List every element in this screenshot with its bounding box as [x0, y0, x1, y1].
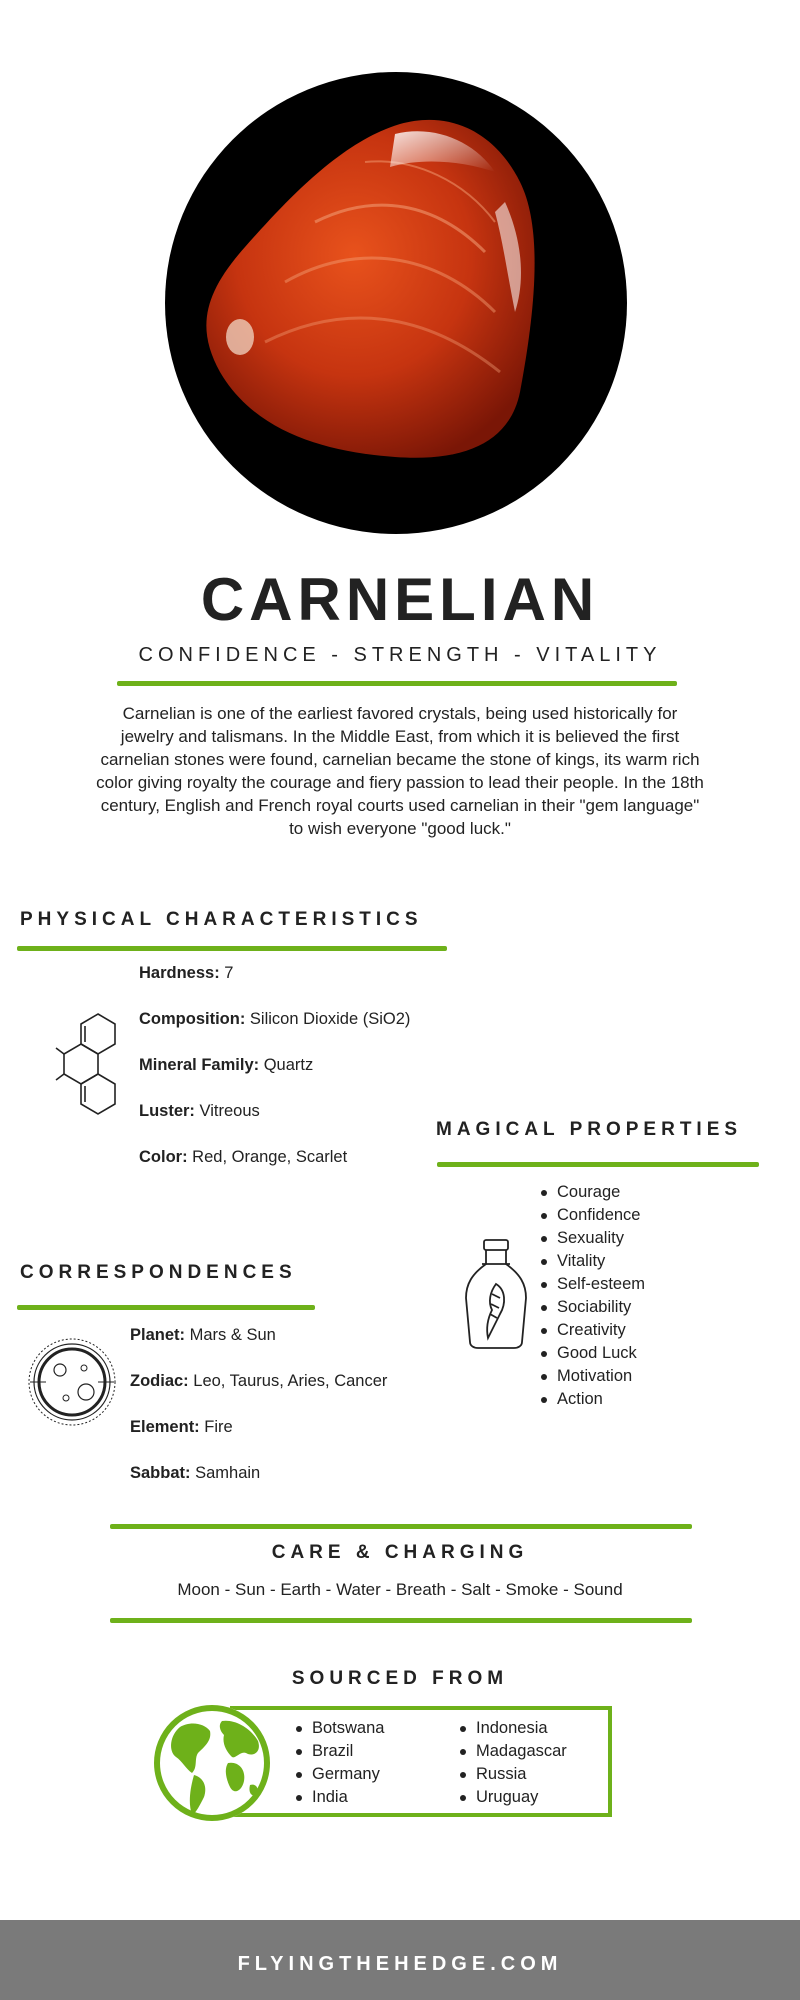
- list-item: Russia: [456, 1763, 567, 1786]
- list-item: Good Luck: [537, 1342, 645, 1365]
- list-item: Madagascar: [456, 1740, 567, 1763]
- care-text: Moon - Sun - Earth - Water - Breath - Salt - Smoke - Sound: [177, 1580, 623, 1599]
- footer-site-link[interactable]: FLYINGTHEHEDGE.COM: [237, 1953, 563, 1975]
- list-item: Sexuality: [537, 1227, 645, 1250]
- tagline: CONFIDENCE - STRENGTH - VITALITY: [138, 644, 662, 666]
- list-item: Action: [537, 1388, 645, 1411]
- physical-item: Hardness: 7: [139, 964, 234, 982]
- hero-stone-image: [165, 72, 627, 534]
- sourced-list-col2: [456, 1717, 567, 1809]
- list-item: Germany: [292, 1763, 384, 1786]
- physical-divider: [17, 946, 447, 951]
- list-item: Botswana: [292, 1717, 384, 1740]
- page-title: CARNELIAN: [200, 566, 600, 633]
- list-item: Courage: [537, 1181, 645, 1204]
- list-item: Indonesia: [456, 1717, 567, 1740]
- magical-list: [537, 1181, 645, 1411]
- care-divider-top: [110, 1524, 692, 1529]
- sourced-list-col1: [292, 1717, 384, 1809]
- magical-divider: [437, 1162, 759, 1167]
- physical-item: Color: Red, Orange, Scarlet: [139, 1148, 348, 1166]
- list-item: India: [292, 1786, 384, 1809]
- list-item: Vitality: [537, 1250, 645, 1273]
- correspondence-item: Zodiac: Leo, Taurus, Aries, Cancer: [130, 1372, 388, 1390]
- moon-icon: [26, 1336, 118, 1428]
- physical-item: Composition: Silicon Dioxide (SiO2): [139, 1010, 411, 1028]
- list-item: Sociability: [537, 1296, 645, 1319]
- list-item: Self-esteem: [537, 1273, 645, 1296]
- correspondences-heading: CORRESPONDENCES: [20, 1262, 297, 1283]
- care-heading: CARE & CHARGING: [271, 1542, 529, 1563]
- correspondence-item: Sabbat: Samhain: [130, 1464, 261, 1482]
- list-item: Confidence: [537, 1204, 645, 1227]
- correspondence-item: Planet: Mars & Sun: [130, 1326, 276, 1344]
- correspondences-divider: [17, 1305, 315, 1310]
- potion-bottle-icon: [462, 1238, 530, 1350]
- molecule-icon: [55, 1012, 135, 1122]
- correspondence-item: Element: Fire: [130, 1418, 233, 1436]
- title-divider: [117, 681, 677, 686]
- list-item: Motivation: [537, 1365, 645, 1388]
- care-divider-bottom: [110, 1618, 692, 1623]
- list-item: Uruguay: [456, 1786, 567, 1809]
- list-item: Creativity: [537, 1319, 645, 1342]
- globe-icon: [152, 1703, 272, 1823]
- sourced-heading: SOURCED FROM: [291, 1668, 509, 1689]
- magical-heading: MAGICAL PROPERTIES: [436, 1119, 743, 1140]
- list-item: Brazil: [292, 1740, 384, 1763]
- physical-heading: PHYSICAL CHARACTERISTICS: [20, 909, 423, 930]
- intro-paragraph: Carnelian is one of the earliest favored crystals, being used historically for jewelry and talismans. In the Middle East, from which it is believed the first carnelian stones were found, carnelian became the stone of kings, its warm rich color giving royalty the courage and fiery passion to lead their people. In the 18th century, English and French royal courts used carnelian in their "gem language" to wish everyone "good luck.": [96, 704, 704, 838]
- physical-item: Mineral Family: Quartz: [139, 1056, 314, 1074]
- physical-item: Luster: Vitreous: [139, 1102, 260, 1120]
